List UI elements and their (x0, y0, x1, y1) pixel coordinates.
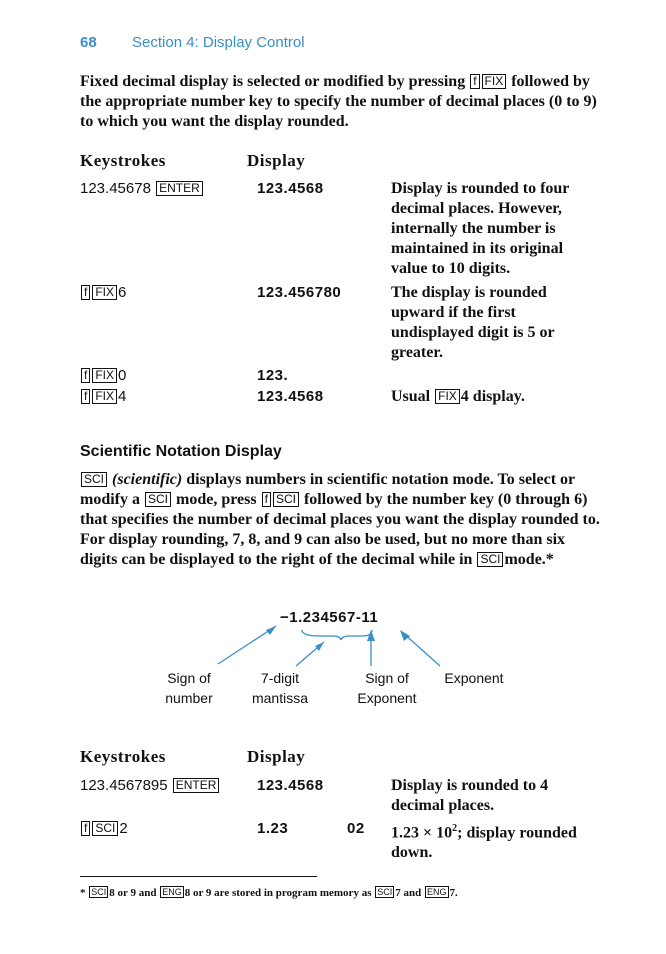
table1-row2-display: 123.456780 (257, 284, 342, 301)
mantissa-brace (302, 630, 372, 640)
table2-row2-display-mantissa: 1.23 (257, 820, 289, 837)
table2-display-heading: Display (247, 747, 306, 766)
key-f: f (81, 285, 90, 300)
intro-text-1: Fixed decimal display is selected or modified by pressing (80, 73, 466, 90)
table1-display-heading: Display (247, 151, 306, 170)
label-sign-of-number: Sign of number (165, 670, 213, 706)
label-exponent: Exponent (444, 670, 504, 686)
table2-row2-display-exponent: 02 (347, 820, 365, 837)
key-enter: ENTER (156, 181, 203, 196)
key-f: f (262, 492, 271, 507)
table2-row1-keystrokes: 123.4567895 ENTER (80, 777, 220, 794)
table1-row4-display: 123.4568 (257, 388, 324, 405)
key-sci: SCI (377, 887, 393, 897)
intro-text-2: followed by the appropriate number key to specify the number of decimal places (0 to 9) to which you want the display rounded. (80, 73, 597, 130)
label-mantissa: 7-digit mantissa (251, 670, 309, 706)
key-sci: SCI (91, 887, 107, 897)
footnote: * SCI 8 or 9 and ENG 8 or 9 are stored in program memory as SCI 7 and ENG 7. (80, 887, 458, 899)
key-fix: FIX (92, 389, 117, 404)
key-sci: SCI (477, 552, 503, 567)
key-f: f (81, 368, 90, 383)
table1-row2-description: The display is rounded upward if the first undisplayed digit is 5 or greater. (391, 284, 555, 361)
section-heading-scientific: Scientific Notation Display (80, 443, 282, 460)
intro-paragraph (80, 72, 600, 132)
table1-row3-keystrokes: f FIX 0 (80, 367, 126, 384)
table1-row3-display: 123. (257, 367, 289, 384)
table1-row1-display: 123.4568 (257, 180, 324, 197)
key-fix: FIX (435, 389, 460, 404)
key-f: f (470, 74, 479, 89)
arrowhead-sign-number (266, 626, 276, 635)
table2-row2-keystrokes: f SCI 2 (80, 820, 128, 837)
italic-scientific: (scientific) (112, 471, 183, 488)
key-sci: SCI (92, 821, 118, 836)
key-sci: SCI (273, 492, 299, 507)
table1-keystrokes-heading: Keystrokes (80, 151, 166, 170)
table2-row1-display: 123.4568 (257, 777, 324, 794)
table1-row2-keystrokes: f FIX 6 (80, 284, 126, 301)
table2-keystrokes-heading: Keystrokes (80, 747, 166, 766)
section-header-title: Section 4: Display Control (132, 34, 305, 51)
scientific-paragraph: SCI (scientific) displays numbers in scientific notation mode. To select or modify a SCI mode, press f SCI followed by the number key (0 through 6) that specifies the number of decimal places you want the display rounded to. For display rounding, 7, 8, and 9 can also be used, but no more than six digits can be displayed to the right of the decimal while in SCI mode.* (80, 471, 600, 568)
key-enter: ENTER (173, 778, 220, 793)
label-sign-of-exponent: Sign of Exponent (357, 670, 417, 706)
key-eng: ENG (162, 887, 182, 897)
page-number: 68 (80, 34, 97, 51)
footnote-rule (80, 876, 317, 877)
key-f: f (81, 821, 90, 836)
arrowhead-exponent (400, 630, 410, 641)
key-fix: FIX (92, 368, 117, 383)
key-sci: SCI (145, 492, 171, 507)
key-f: f (81, 389, 90, 404)
table2-row2-description: $1.23 \times 10^2$; display rounded down. (391, 823, 577, 862)
key-fix: FIX (92, 285, 117, 300)
table1-row1-keystrokes: 123.45678 ENTER (80, 180, 204, 197)
arrowhead-mantissa (315, 642, 324, 651)
table1-row4-keystrokes: f FIX 4 (80, 388, 126, 405)
key-sci: SCI (81, 472, 107, 487)
arrow-sign-number (218, 626, 276, 664)
table1-row4-description: Usual FIX 4 display. (391, 388, 525, 405)
key-eng: ENG (427, 887, 447, 897)
table2-row1-description: Display is rounded to 4 decimal places. (391, 777, 549, 814)
table1-row1-description: Display is rounded to four decimal places. However, internally the number is maintained in its original value to 10 digits. (391, 180, 570, 277)
diagram-value: −1.234567-11 (280, 609, 379, 626)
key-fix: FIX (482, 74, 507, 89)
